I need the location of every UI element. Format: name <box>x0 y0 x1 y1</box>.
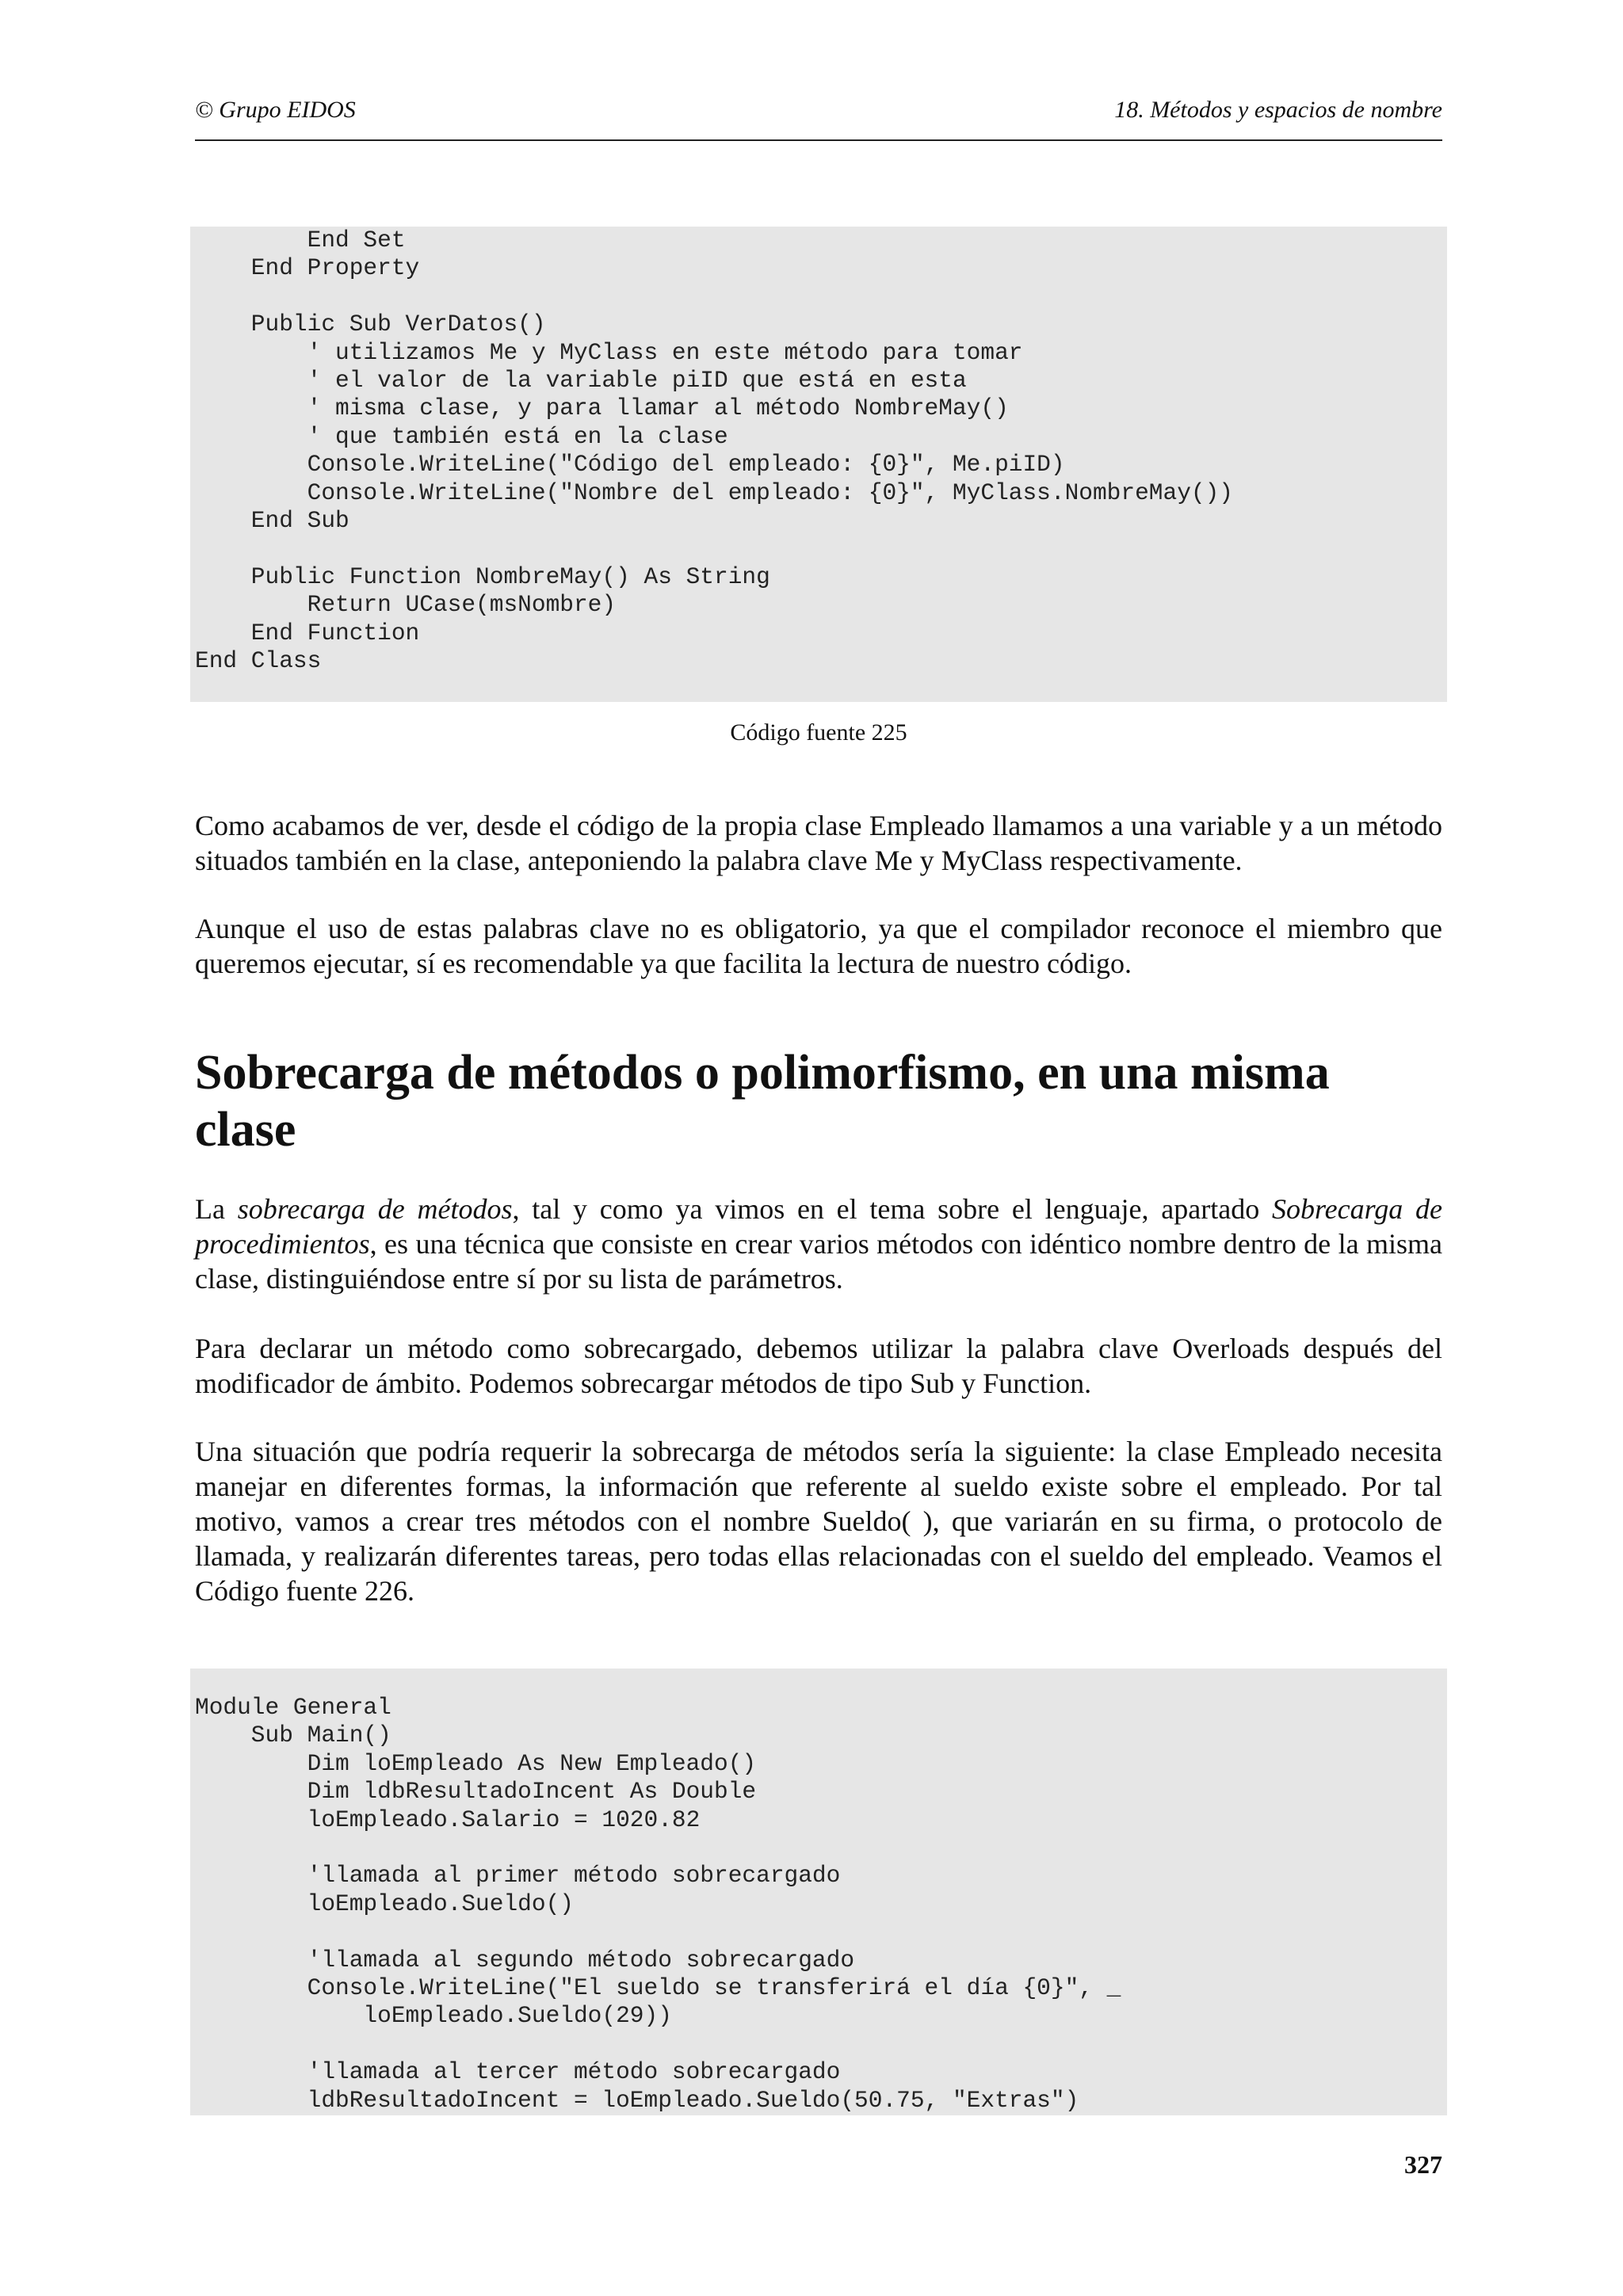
page-number: 327 <box>1404 2150 1442 2179</box>
header-chapter-title: 18. Métodos y espacios de nombre <box>1114 97 1442 123</box>
paragraph-3-text-a: La <box>195 1193 238 1225</box>
code-listing-225: End Set End Property Public Sub VerDatos() ' utilizamos Me y MyClass en este método para tomar ' el valor de la variable piID que está en esta ' misma clase, y para llamar al método NombreMay() ' que también está en la clase Console.WriteLine("Código del empleado: {0}", Me.piID) Console.WriteLine("Nombre del empleado: {0}", MyClass.NombreMay()) End Sub Public Function NombreMay() As String Return UCase(msNombre) End Function End Class <box>190 227 1447 702</box>
body-paragraph-4: Para declarar un método como sobrecargado, debemos utilizar la palabra clave Overloads después del modificador de ámbito. Podemos sobrecargar métodos de tipo Sub y Function. <box>195 1333 1442 1399</box>
section-heading: Sobrecarga de métodos o polimorfismo, en una misma clase <box>195 1046 1330 1157</box>
body-paragraph-2: Aunque el uso de estas palabras clave no es obligatorio, ya que el compilador reconoce el miembro que queremos ejecutar, sí es recomendable ya que facilita la lectura de nuestro código. <box>195 913 1442 979</box>
body-paragraph-5: Una situación que podría requerir la sobrecarga de métodos sería la siguiente: la clase Empleado necesita manejar en diferentes formas, la información que referente al sueldo existe sobre el empleado. Por tal motivo, vamos a crear tres métodos con el nombre Sueldo( ), que variarán en su firma, o protocolo de llamada, y realizarán diferentes tareas, pero todas ellas relacionadas con el sueldo del empleado. Veamos el Código fuente 226. <box>195 1436 1442 1607</box>
code-listing-226: Module General Sub Main() Dim loEmpleado As New Empleado() Dim ldbResultadoIncent As Double loEmpleado.Salario = 1020.82 'llamada al primer método sobrecargado loEmpleado.Sueldo() 'llamada al segundo método sobrecargado Console.WriteLine("El sueldo se transferirá el día {0}", _ loEmpleado.Sueldo(29)) 'llamada al tercer método sobrecargado ldbResultadoIncent = loEmpleado.Sueldo(50.75, "Extras") <box>190 1669 1447 2115</box>
paragraph-3-text-c: , es una técnica que consiste en crear varios métodos con idéntico nombre dentro de la misma clase, distinguiéndose entre sí por su lista de parámetros. <box>195 1228 1442 1295</box>
running-header <box>195 95 1442 141</box>
paragraph-3-italic-term-a: sobrecarga de métodos <box>237 1193 513 1225</box>
body-paragraph-3 <box>195 1192 1442 1296</box>
code-caption-225: Código fuente 225 <box>730 719 907 746</box>
paragraph-3-text-b: , tal y como ya vimos en el tema sobre el lenguaje, apartado <box>512 1193 1272 1225</box>
paragraph-3-italic-term-b: Sobrecarga de procedimientos <box>195 1193 1442 1260</box>
body-paragraph-1: Como acabamos de ver, desde el código de la propia clase Empleado llamamos a una variable y a un método situados también en la clase, anteponiendo la palabra clave Me y MyClass respectivamente. <box>195 810 1442 876</box>
header-publisher: © Grupo EIDOS <box>195 97 356 123</box>
document-page <box>195 0 1442 2296</box>
